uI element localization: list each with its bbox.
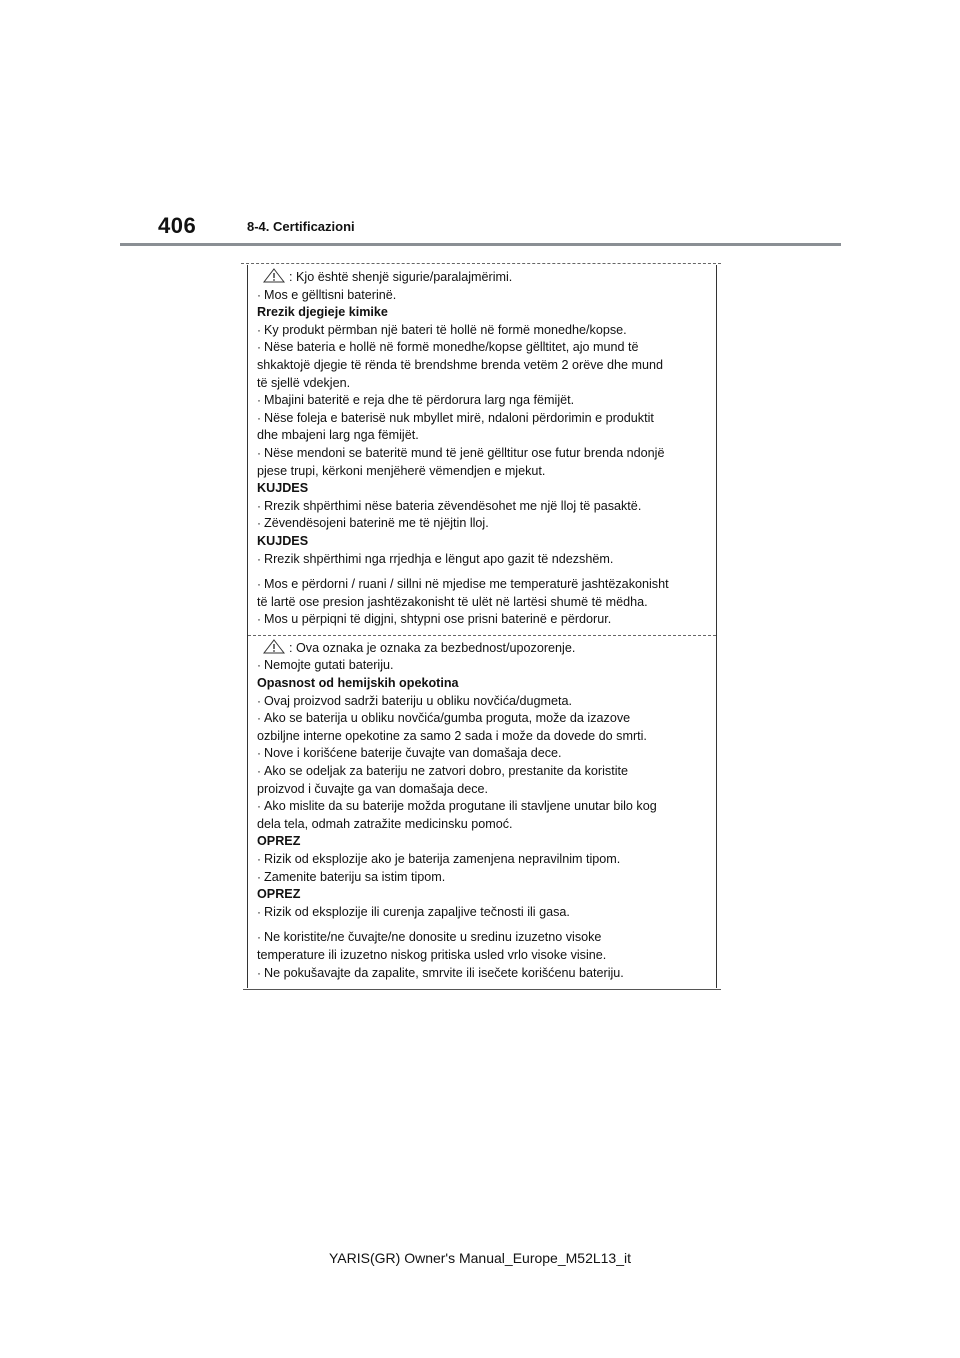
bullet-dot-icon: · — [257, 340, 261, 355]
text-line — [257, 904, 708, 922]
caution-line: : Kjo është shenjë sigurie/paralajmërimi. — [257, 268, 708, 287]
line-text: të lartë ose presion jashtëzakonisht të ulët në lartësi shumë të mëdha. — [257, 594, 648, 609]
bullet-dot-icon: · — [257, 393, 261, 408]
text-line — [257, 947, 708, 965]
line-text: Nemojte gutati bateriju. — [264, 658, 394, 673]
section-heading — [257, 675, 708, 693]
line-text: dela tela, odmah zatražite medicinsku pomoć. — [257, 816, 513, 831]
text-line — [257, 445, 708, 463]
text-line — [257, 463, 708, 481]
bullet-dot-icon: · — [257, 693, 261, 708]
line-text: Zëvendësojeni baterinë me të njëjtin lloj. — [264, 516, 489, 531]
bullet-dot-icon: · — [257, 516, 261, 531]
line-text: OPREZ — [257, 834, 301, 849]
text-line — [257, 427, 708, 445]
line-text: Ako se odeljak za bateriju ne zatvori dobro, prestanite da koristite — [264, 764, 629, 779]
line-text: Ovaj proizvod sadrži bateriju u obliku novčića/dugmeta. — [264, 693, 573, 708]
bullet-dot-icon: · — [257, 551, 261, 566]
text-line — [257, 322, 708, 340]
bullet-dot-icon: · — [257, 445, 261, 460]
line-text: pjese trupi, kërkoni menjëherë vëmendjen e mjekut. — [257, 463, 546, 478]
line-text: Ne pokušavajte da zapalite, smrvite ili isečete korišćenu bateriju. — [264, 965, 624, 980]
line-text: dhe mbajeni larg nga fëmijët. — [257, 428, 419, 443]
bullet-dot-icon: · — [257, 410, 261, 425]
section-heading — [257, 533, 708, 551]
bullet-dot-icon: · — [257, 711, 261, 726]
text-line — [257, 869, 708, 887]
text-line — [257, 965, 708, 983]
line-text: Rrezik djegieje kimike — [257, 305, 388, 320]
bullet-dot-icon: · — [257, 930, 261, 945]
panel-serbian — [248, 635, 716, 988]
line-text: Rrezik shpërthimi nëse bateria zëvendësohet me një lloj të pasaktë. — [264, 498, 642, 513]
text-line — [257, 798, 708, 816]
section-heading — [257, 833, 708, 851]
text-line — [257, 410, 708, 428]
text-line — [257, 357, 708, 375]
text-line — [257, 929, 708, 947]
section-heading — [257, 480, 708, 498]
bullet-dot-icon: · — [257, 612, 261, 627]
text-line — [257, 287, 708, 305]
line-text: Mos e gëlltisni baterinë. — [264, 287, 397, 302]
text-line — [257, 728, 708, 746]
bullet-dot-icon: · — [257, 799, 261, 814]
line-text: Nëse mendoni se bateritë mund të jenë gëlltitur ose futur brenda ndonjë — [264, 445, 665, 460]
section-title: 8-4. Certificazioni — [247, 219, 355, 234]
text-line — [257, 745, 708, 763]
line-text: Mos u përpiqni të digjni, shtypni ose prisni baterinë e përdorur. — [264, 612, 612, 627]
battery-warning-box — [247, 265, 717, 988]
text-line — [257, 657, 708, 675]
text-line — [257, 515, 708, 533]
serbian-lines — [257, 657, 708, 982]
line-text: Ako mislite da su baterije možda progutane ili stavljene unutar bilo kog — [264, 799, 657, 814]
text-line — [257, 392, 708, 410]
line-text: Nëse bateria e hollë në formë monedhe/kopse gëlltitet, ajo mund të — [264, 340, 639, 355]
line-text: Ako se baterija u obliku novčića/gumba proguta, može da izazove — [264, 711, 631, 726]
line-text: ozbiljne interne opekotine za samo 2 sada i može da dovede do smrti. — [257, 728, 647, 743]
bullet-dot-icon: · — [257, 965, 261, 980]
line-text: Nove i korišćene baterije čuvajte van domašaja dece. — [264, 746, 562, 761]
text-line — [257, 576, 708, 594]
albanian-lines — [257, 287, 708, 629]
line-text: Rizik od eksplozije ako je baterija zamenjena nepravilnim tipom. — [264, 852, 621, 866]
text-line — [257, 611, 708, 629]
line-text: temperature ili izuzetno niskog pritiska usled vrlo visoke visine. — [257, 947, 607, 962]
bullet-dot-icon: · — [257, 746, 261, 761]
warning-triangle-icon — [263, 639, 285, 654]
warning-triangle-icon — [263, 268, 285, 283]
page-number: 406 — [158, 213, 197, 238]
text-line — [257, 816, 708, 834]
footer-manual-id: YARIS(GR) Owner's Manual_Europe_M52L13_it — [329, 1250, 631, 1266]
text-line — [257, 375, 708, 393]
bullet-dot-icon: · — [257, 764, 261, 779]
line-text: të sjellë vdekjen. — [257, 375, 351, 390]
line-text: Opasnost od hemijskih opekotina — [257, 676, 459, 691]
caution-line: : Ova oznaka je oznaka za bezbednost/upozorenje. — [257, 639, 708, 658]
bullet-dot-icon: · — [257, 577, 261, 592]
text-line — [257, 693, 708, 711]
section-heading — [257, 304, 708, 322]
panel-albanian — [248, 265, 716, 635]
text-line — [257, 710, 708, 728]
bullet-dot-icon: · — [257, 322, 261, 337]
line-text: Nëse foleja e baterisë nuk mbyllet mirë, ndaloni përdorimin e produktit — [264, 410, 654, 425]
line-text: shkaktojë djegie të rënda të brendshme brenda vetëm 2 orëve dhe mund — [257, 357, 664, 372]
bullet-dot-icon: · — [257, 904, 261, 919]
text-line — [257, 781, 708, 799]
text-line — [257, 498, 708, 516]
box-top-dashed-rule — [241, 263, 721, 264]
header-rule — [120, 243, 841, 246]
text-line — [257, 551, 708, 569]
line-text: Rrezik shpërthimi nga rrjedhja e lëngut apo gazit të ndezshëm. — [264, 551, 614, 566]
line-text: Mbajini bateritë e reja dhe të përdorura larg nga fëmijët. — [264, 393, 575, 408]
text-line — [257, 851, 708, 869]
line-text: Ky produkt përmban një bateri të hollë në formë monedhe/kopse. — [264, 322, 627, 337]
bullet-dot-icon: · — [257, 658, 261, 673]
text-line — [257, 594, 708, 612]
line-text: OPREZ — [257, 887, 301, 902]
bullet-dot-icon: · — [257, 869, 261, 884]
line-text: Mos e përdorni / ruani / sillni në mjedise me temperaturë jashtëzakonisht — [264, 577, 669, 592]
bullet-dot-icon: · — [257, 287, 261, 302]
line-text: Zamenite bateriju sa istim tipom. — [264, 869, 446, 884]
bullet-dot-icon: · — [257, 498, 261, 513]
bullet-dot-icon: · — [257, 852, 261, 866]
text-line — [257, 763, 708, 781]
line-text: proizvod i čuvajte ga van domašaja dece. — [257, 781, 489, 796]
section-heading — [257, 886, 708, 904]
line-text: Ne koristite/ne čuvajte/ne donosite u sredinu izuzetno visoke — [264, 930, 602, 945]
text-line — [257, 339, 708, 357]
line-text: KUJDES — [257, 481, 309, 496]
line-text: KUJDES — [257, 533, 309, 548]
box-bottom-rule — [243, 989, 721, 990]
line-text: Rizik od eksplozije ili curenja zapaljive tečnosti ili gasa. — [264, 904, 570, 919]
